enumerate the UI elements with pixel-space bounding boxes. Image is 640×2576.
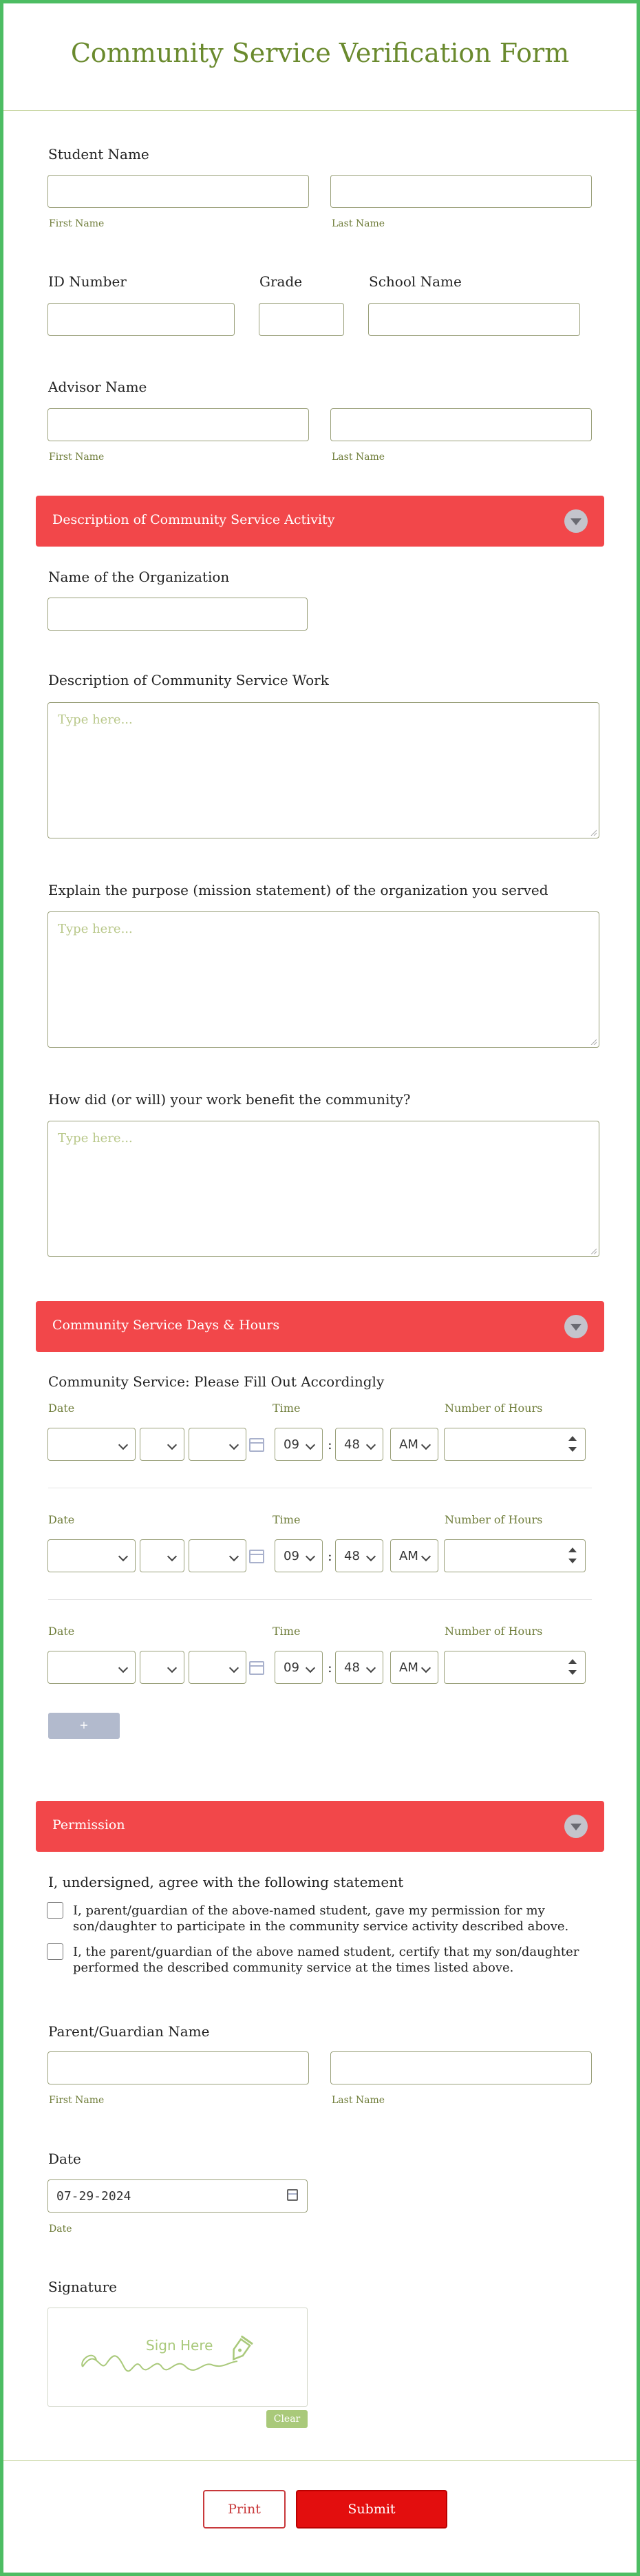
add-row-button[interactable] — [48, 1713, 120, 1739]
calendar-icon[interactable] — [249, 1438, 264, 1452]
advisor-name-label: Advisor Name — [48, 379, 147, 395]
permission-checkbox-1[interactable] — [47, 1902, 63, 1919]
day-select[interactable] — [140, 1539, 184, 1572]
chevron-down-icon — [421, 1440, 431, 1450]
chevron-down-icon — [118, 1663, 128, 1673]
time-colon: : — [328, 1436, 332, 1453]
section-title-activity: Description of Community Service Activity — [52, 512, 335, 527]
ampm-value: AM — [399, 1549, 418, 1563]
hour-select[interactable] — [275, 1651, 323, 1684]
submit-button[interactable]: Submit — [296, 2490, 447, 2529]
decrement-arrow-icon[interactable] — [568, 1670, 577, 1675]
service-work-placeholder: Type here... — [58, 712, 133, 727]
chevron-down-icon — [306, 1440, 315, 1450]
ampm-select[interactable] — [390, 1428, 438, 1461]
id-number-input[interactable] — [47, 303, 235, 336]
student-last-name-input[interactable] — [330, 175, 592, 208]
student-last-name-sublabel: Last Name — [332, 218, 385, 229]
section-title-days-hours: Community Service Days & Hours — [52, 1318, 280, 1333]
mission-statement-placeholder: Type here... — [58, 922, 133, 936]
collapse-chevron-icon[interactable] — [564, 1815, 588, 1838]
guardian-first-name-input[interactable] — [47, 2051, 309, 2084]
hours-column-label: Number of Hours — [445, 1402, 543, 1415]
minute-value: 48 — [344, 1549, 360, 1563]
minute-select[interactable] — [335, 1428, 383, 1461]
signature-hint: Sign Here — [146, 2337, 213, 2354]
day-select[interactable] — [140, 1651, 184, 1684]
calendar-icon[interactable] — [287, 2189, 298, 2201]
chevron-down-icon — [421, 1663, 431, 1673]
grade-input[interactable] — [259, 303, 344, 336]
section-header-days-hours[interactable] — [36, 1301, 604, 1352]
chevron-down-icon — [366, 1552, 376, 1561]
decrement-arrow-icon[interactable] — [568, 1447, 577, 1452]
advisor-first-name-input[interactable] — [47, 408, 309, 441]
permission-option-2-text[interactable]: I, the parent/guardian of the above named student, certify that my son/daughter performed the described community service at the times listed above. — [73, 1945, 579, 1975]
increment-arrow-icon[interactable] — [568, 1659, 577, 1664]
chevron-down-icon — [167, 1663, 177, 1673]
hour-value: 09 — [284, 1660, 299, 1675]
row-divider — [48, 1599, 592, 1600]
signature-label: Signature — [48, 2279, 118, 2295]
date-column-label: Date — [48, 1625, 75, 1638]
date-sublabel: Date — [49, 2224, 72, 2235]
chevron-down-icon — [366, 1663, 376, 1673]
ampm-select[interactable] — [390, 1651, 438, 1684]
ampm-value: AM — [399, 1437, 418, 1452]
service-work-label: Description of Community Service Work — [48, 672, 329, 688]
chevron-down-icon — [167, 1552, 177, 1561]
school-name-label: School Name — [369, 273, 462, 290]
hours-number-input[interactable] — [444, 1651, 586, 1684]
chevron-down-icon — [229, 1440, 239, 1450]
chevron-down-icon — [229, 1552, 239, 1561]
date-input[interactable] — [47, 2179, 308, 2213]
print-button[interactable]: Print — [203, 2490, 286, 2529]
organization-name-input[interactable] — [47, 598, 308, 631]
day-select[interactable] — [140, 1428, 184, 1461]
signature-squiggle-icon — [76, 2332, 275, 2380]
chevron-down-icon — [118, 1552, 128, 1561]
hour-value: 09 — [284, 1437, 299, 1452]
time-column-label: Time — [273, 1625, 301, 1638]
chevron-down-icon — [421, 1552, 431, 1561]
advisor-first-name-sublabel: First Name — [49, 452, 105, 463]
increment-arrow-icon[interactable] — [568, 1436, 577, 1441]
community-benefit-label: How did (or will) your work benefit the community? — [48, 1091, 411, 1108]
time-column-label: Time — [273, 1513, 301, 1526]
hours-number-input[interactable] — [444, 1428, 586, 1461]
ampm-value: AM — [399, 1660, 418, 1675]
student-first-name-sublabel: First Name — [49, 218, 105, 229]
calendar-icon[interactable] — [249, 1550, 264, 1563]
guardian-name-label: Parent/Guardian Name — [48, 2023, 210, 2040]
hour-select[interactable] — [275, 1539, 323, 1572]
guardian-last-name-input[interactable] — [330, 2051, 592, 2084]
grade-label: Grade — [259, 273, 303, 290]
minute-select[interactable] — [335, 1651, 383, 1684]
section-title-permission: Permission — [52, 1817, 125, 1833]
form-title: Community Service Verification Form — [70, 38, 570, 68]
mission-statement-label: Explain the purpose (mission statement) of the organization you served — [48, 882, 548, 898]
student-first-name-input[interactable] — [47, 175, 309, 208]
hour-select[interactable] — [275, 1428, 323, 1461]
signature-pad[interactable] — [47, 2308, 308, 2407]
chevron-down-icon — [229, 1663, 239, 1673]
add-row-label: + — [79, 1718, 89, 1731]
mission-statement-textarea[interactable] — [47, 911, 599, 1048]
decrement-arrow-icon[interactable] — [568, 1559, 577, 1563]
increment-arrow-icon[interactable] — [568, 1548, 577, 1552]
school-name-input[interactable] — [368, 303, 580, 336]
month-select[interactable] — [47, 1428, 136, 1461]
minute-select[interactable] — [335, 1539, 383, 1572]
minute-value: 48 — [344, 1437, 360, 1452]
hours-column-label: Number of Hours — [445, 1625, 543, 1638]
permission-checkbox-2[interactable] — [47, 1943, 63, 1960]
chevron-down-icon — [366, 1440, 376, 1450]
advisor-last-name-sublabel: Last Name — [332, 452, 385, 463]
hours-number-input[interactable] — [444, 1539, 586, 1572]
year-select[interactable] — [189, 1428, 246, 1461]
permission-option-1-text[interactable]: I, parent/guardian of the above-named student, gave my permission for my son/daughter to participate in the community service activity described above. — [73, 1903, 569, 1934]
guardian-first-name-sublabel: First Name — [49, 2095, 105, 2106]
section-header-permission[interactable] — [36, 1801, 604, 1852]
collapse-chevron-icon[interactable] — [564, 509, 588, 533]
month-select[interactable] — [47, 1651, 136, 1684]
year-select[interactable] — [189, 1651, 246, 1684]
resize-grip-icon[interactable] — [590, 1247, 597, 1254]
collapse-chevron-icon[interactable] — [564, 1315, 588, 1338]
advisor-last-name-input[interactable] — [330, 408, 592, 441]
time-colon: : — [328, 1548, 332, 1564]
chevron-down-icon — [167, 1440, 177, 1450]
id-number-label: ID Number — [48, 273, 127, 290]
minute-value: 48 — [344, 1660, 360, 1675]
chevron-down-icon — [306, 1552, 315, 1561]
date-label: Date — [48, 2151, 81, 2167]
resize-grip-icon[interactable] — [590, 1038, 597, 1045]
community-benefit-textarea[interactable] — [47, 1121, 599, 1257]
date-column-label: Date — [48, 1402, 75, 1415]
organization-name-label: Name of the Organization — [48, 569, 230, 585]
clear-signature-button[interactable]: Clear — [266, 2410, 308, 2428]
hour-value: 09 — [284, 1549, 299, 1563]
header-divider — [3, 110, 637, 111]
chevron-down-icon — [306, 1663, 315, 1673]
community-benefit-placeholder: Type here... — [58, 1131, 133, 1146]
time-colon: : — [328, 1659, 332, 1676]
section-header-activity[interactable] — [36, 496, 604, 547]
time-column-label: Time — [273, 1402, 301, 1415]
ampm-select[interactable] — [390, 1539, 438, 1572]
calendar-icon[interactable] — [249, 1661, 264, 1675]
student-name-label: Student Name — [48, 146, 149, 162]
footer-divider — [3, 2460, 637, 2461]
guardian-last-name-sublabel: Last Name — [332, 2095, 385, 2106]
hours-column-label: Number of Hours — [445, 1513, 543, 1526]
service-work-textarea[interactable] — [47, 702, 599, 838]
date-column-label: Date — [48, 1513, 75, 1526]
month-select[interactable] — [47, 1539, 136, 1572]
year-select[interactable] — [189, 1539, 246, 1572]
agreement-statement-label: I, undersigned, agree with the following statement — [48, 1874, 404, 1890]
chevron-down-icon — [118, 1440, 128, 1450]
resize-grip-icon[interactable] — [590, 829, 597, 836]
service-table-label: Community Service: Please Fill Out Accordingly — [48, 1373, 385, 1390]
